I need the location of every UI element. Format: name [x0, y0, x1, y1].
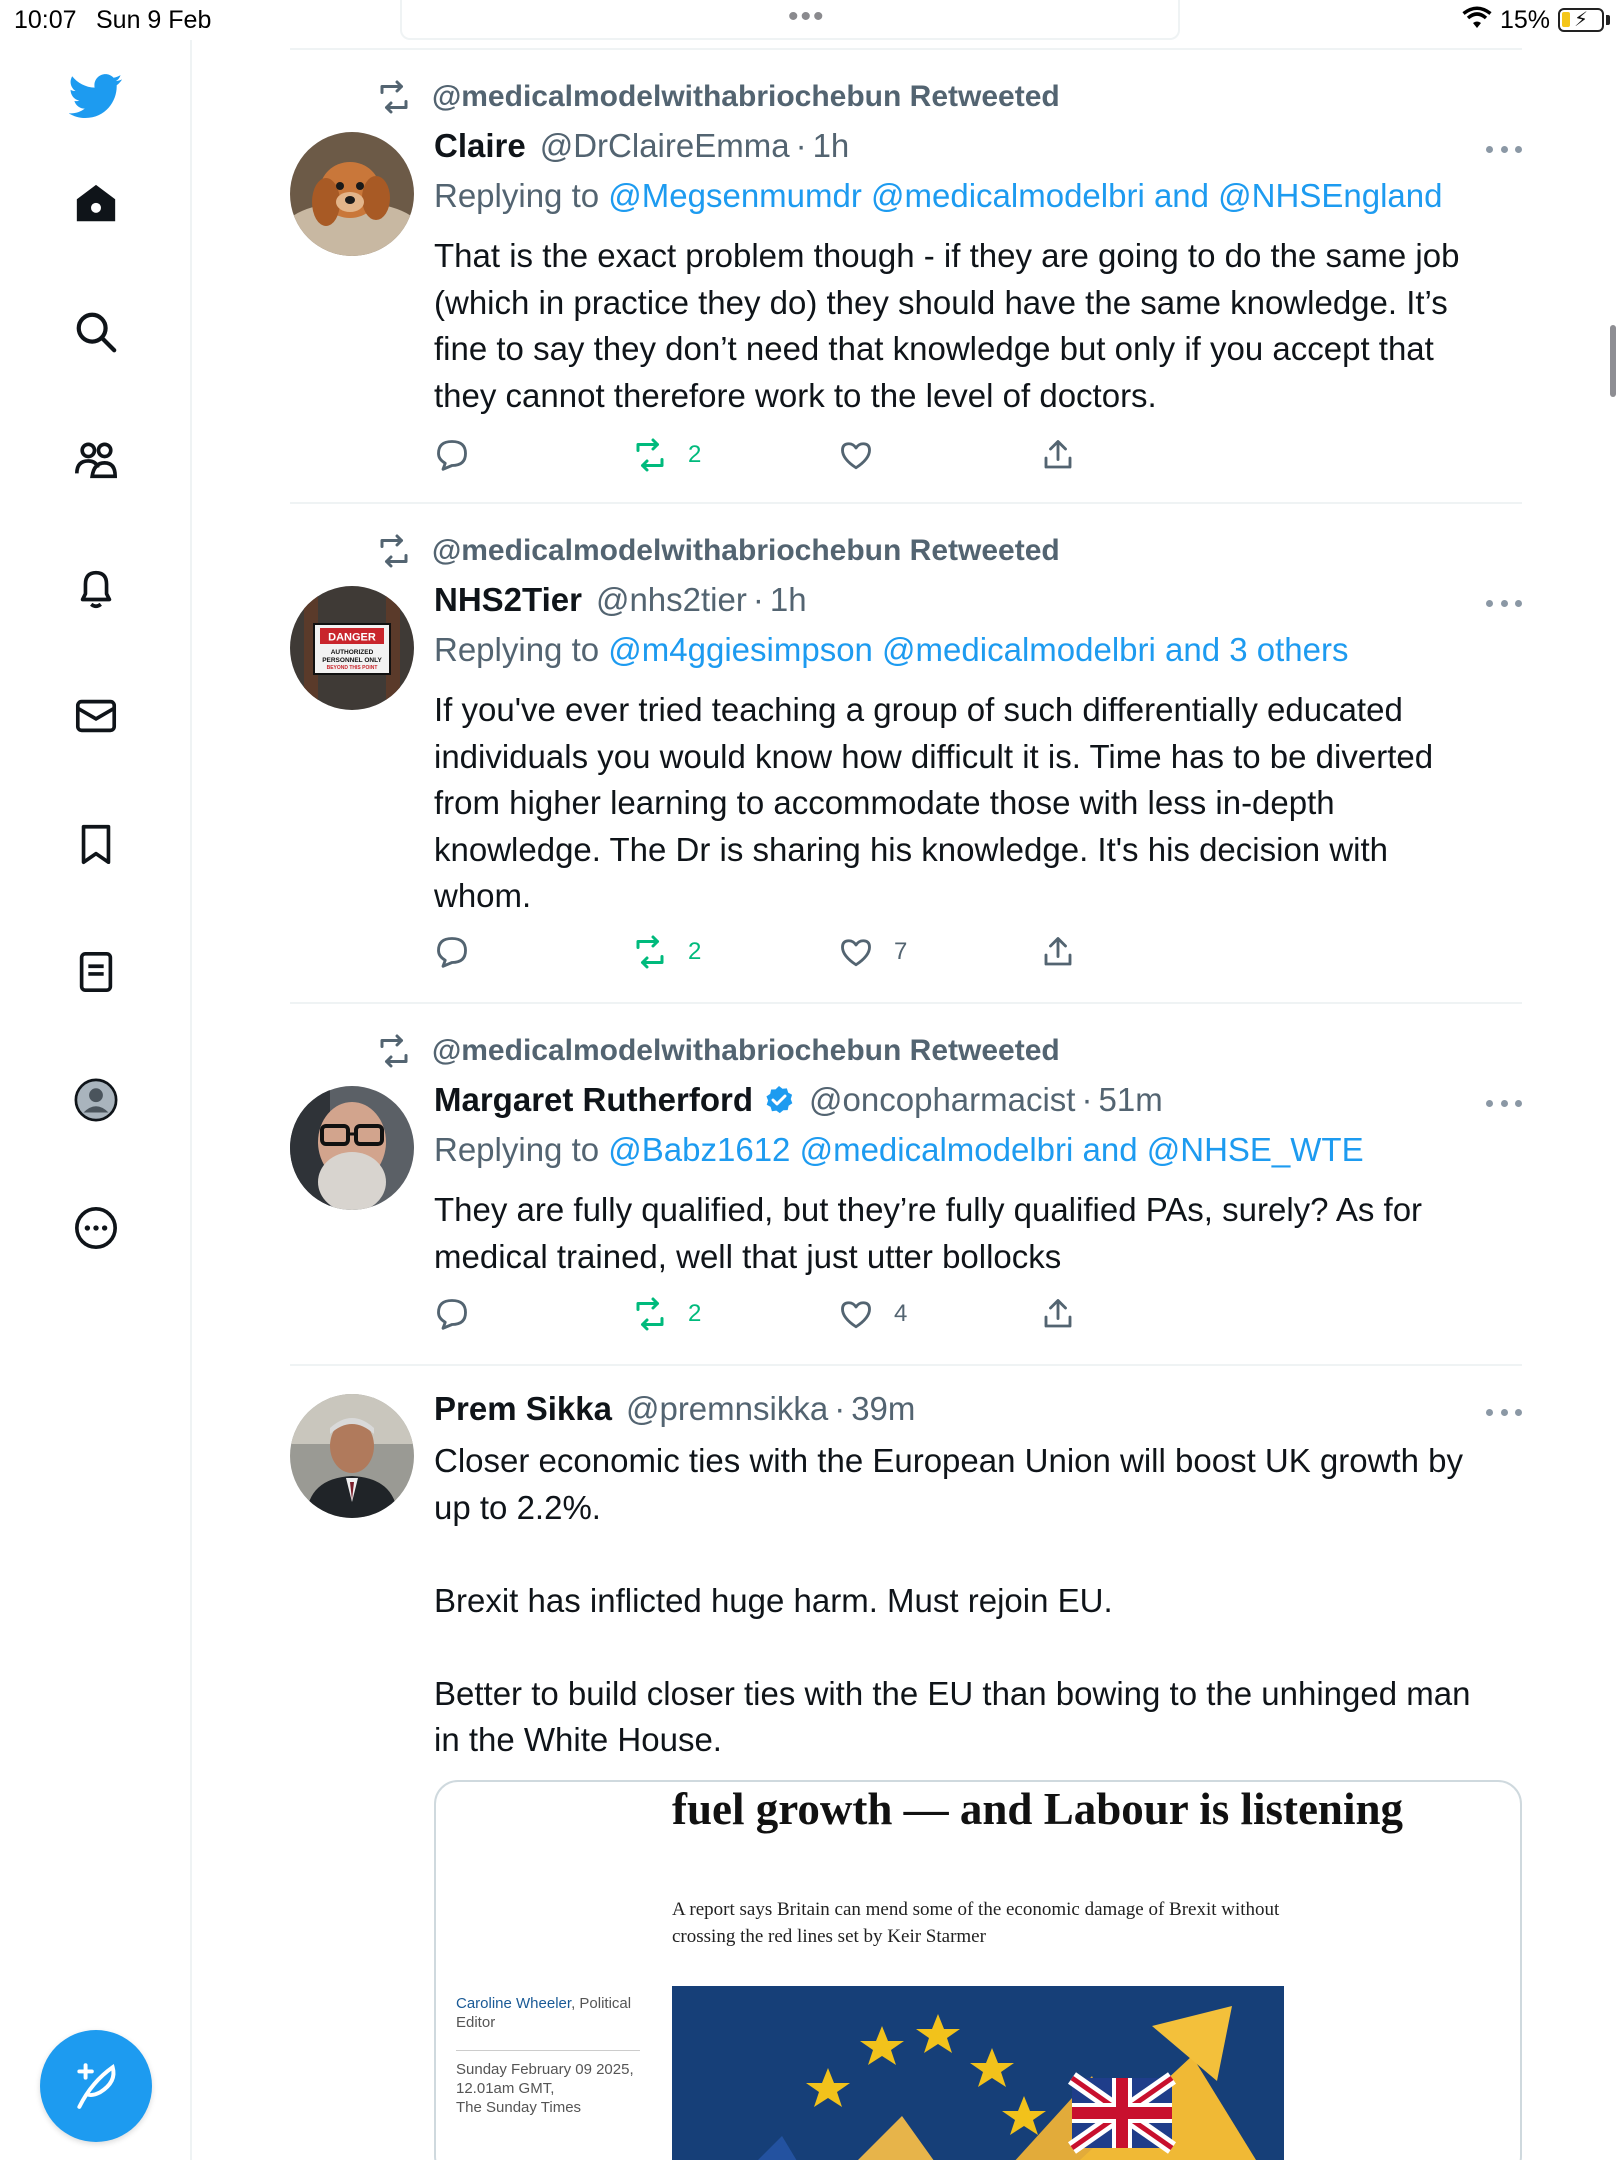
retweet-icon — [632, 1296, 668, 1332]
replying-prefix: Replying to — [434, 1131, 600, 1168]
like-button[interactable] — [838, 932, 907, 972]
article-card[interactable] — [434, 1780, 1522, 2160]
more-icon[interactable] — [70, 1202, 122, 1254]
tweet-text: Closer economic ties with the European Union will boost UK growth by up to 2.2%. Brexit has inflicted huge harm. Must rejoin EU. Better to build closer ties with the EU than bowing to the unhinged man in the White House. — [434, 1442, 1471, 1758]
tweet-actions — [434, 932, 1434, 972]
profile-icon[interactable] — [70, 1074, 122, 1126]
tweet-actions — [434, 435, 1434, 475]
lists-icon[interactable] — [70, 946, 122, 998]
tweet-time[interactable]: 1h — [812, 127, 850, 164]
retweet-button[interactable] — [632, 1294, 701, 1334]
verified-badge-icon — [763, 1084, 795, 1116]
wifi-icon — [1462, 6, 1492, 37]
display-name[interactable]: Margaret Rutherford — [434, 1081, 754, 1118]
tweet[interactable] — [290, 504, 1522, 1004]
more-options-icon[interactable] — [1486, 593, 1522, 613]
user-handle[interactable]: @DrClaireEmma — [539, 127, 790, 164]
replying-links[interactable]: @Megsenmumdr @medicalmodelbri and @NHSEngland — [608, 177, 1443, 214]
tweet-header — [434, 1390, 915, 1428]
tweet-time[interactable]: 1h — [769, 581, 807, 618]
retweet-icon — [374, 1033, 414, 1069]
battery-percent: 15% — [1500, 6, 1551, 34]
like-count: 7 — [894, 938, 908, 965]
article-byline — [456, 1994, 640, 2032]
reply-button[interactable] — [434, 1294, 490, 1334]
heart-icon — [838, 437, 874, 473]
separator-dot: · — [834, 1390, 846, 1427]
user-handle[interactable]: @oncopharmacist — [809, 1081, 1076, 1118]
tweet-header — [434, 581, 807, 619]
share-icon — [1040, 437, 1076, 473]
retweet-context — [374, 531, 1060, 571]
twitter-logo-icon[interactable] — [66, 66, 126, 126]
tweet-header — [434, 1081, 1163, 1119]
search-icon[interactable] — [70, 306, 122, 358]
share-button[interactable] — [1040, 435, 1096, 475]
more-options-icon[interactable] — [1486, 1402, 1522, 1422]
retweet-count: 2 — [688, 1300, 702, 1327]
retweet-icon — [632, 934, 668, 970]
sidebar — [0, 40, 192, 2160]
messages-icon[interactable] — [70, 690, 122, 742]
retweet-context-label: @medicalmodelwithabriochebun Retweeted — [432, 80, 1060, 113]
avatar[interactable] — [290, 132, 414, 256]
retweet-count: 2 — [688, 441, 702, 468]
display-name[interactable]: NHS2Tier — [434, 581, 582, 618]
retweet-icon — [374, 533, 414, 569]
separator-dot: · — [795, 127, 807, 164]
replying-prefix: Replying to — [434, 177, 600, 214]
tweet[interactable] — [290, 1004, 1522, 1366]
more-options-icon[interactable] — [1486, 139, 1522, 159]
user-handle[interactable]: @nhs2tier — [595, 581, 747, 618]
battery-icon: ⚡ — [1558, 8, 1604, 32]
retweet-button[interactable] — [632, 435, 701, 475]
avatar-sign-line1: AUTHORIZED — [330, 649, 374, 656]
reply-button[interactable] — [434, 435, 490, 475]
retweet-context — [374, 77, 1060, 117]
multitasking-dots-icon[interactable]: ••• — [788, 0, 826, 33]
retweet-button[interactable] — [632, 932, 701, 972]
share-icon — [1040, 934, 1076, 970]
reply-button[interactable] — [434, 932, 490, 972]
article-image — [672, 1986, 1284, 2160]
tweet-header — [434, 127, 849, 165]
bookmarks-icon[interactable] — [70, 818, 122, 870]
home-icon[interactable] — [70, 178, 122, 230]
user-handle[interactable]: @premnsikka — [625, 1390, 829, 1427]
like-count: 4 — [894, 1300, 908, 1327]
tweet-text: That is the exact problem though - if they are going to do the same job (which in practice they do) they should have the same knowledge. It’s fine to say they don’t need that knowledge but only if you accept that they cannot therefore work to the level of doctors. — [434, 237, 1460, 414]
notifications-icon[interactable] — [70, 562, 122, 614]
previous-card-edge — [400, 0, 1180, 40]
reply-icon — [434, 1296, 470, 1332]
tweet-actions — [434, 1294, 1434, 1334]
display-name[interactable]: Prem Sikka — [434, 1390, 612, 1427]
avatar-sign-line3: BEYOND THIS POINT — [326, 665, 378, 671]
replying-links[interactable]: @Babz1612 @medicalmodelbri and @NHSE_WTE — [608, 1131, 1364, 1168]
heart-icon — [838, 934, 874, 970]
retweet-context-label: @medicalmodelwithabriochebun Retweeted — [432, 534, 1060, 567]
reply-icon — [434, 934, 470, 970]
separator-dot: · — [752, 581, 764, 618]
share-button[interactable] — [1040, 1294, 1096, 1334]
tweet-text: They are fully qualified, but they’re fully qualified PAs, surely? As for medical trained, well that just utter bollocks — [434, 1191, 1423, 1275]
share-button[interactable] — [1040, 932, 1096, 972]
replying-to — [434, 1131, 1364, 1169]
avatar[interactable] — [290, 586, 414, 710]
status-time: 10:07 — [14, 6, 77, 34]
share-icon — [1040, 1296, 1076, 1332]
reply-icon — [434, 437, 470, 473]
tweet-text: If you've ever tried teaching a group of such differentially educated individuals you would know how difficult it is. Time has to be diverted from higher learning to accommodate those with less in-depth knowledge. The Dr is sharing his knowledge. It's his decision with whom. — [434, 691, 1434, 914]
article-headline: fuel growth — and Labour is listening — [672, 1784, 1403, 1834]
scrollbar[interactable] — [1610, 325, 1616, 397]
compose-tweet-button[interactable] — [40, 2030, 152, 2142]
avatar[interactable] — [290, 1394, 414, 1518]
battery-tip — [1606, 15, 1610, 25]
article-standfirst: A report says Britain can mend some of the economic damage of Brexit without crossing the red lines set by Keir Starmer — [672, 1899, 1280, 1947]
article-author-role: , Political Editor — [456, 1995, 632, 2031]
article-author: Caroline Wheeler — [456, 1995, 572, 2012]
avatar-sign-top: DANGER — [328, 631, 376, 644]
compose-tweet-icon — [71, 2061, 121, 2111]
replying-to — [434, 631, 1348, 669]
separator-dot: · — [1081, 1081, 1093, 1118]
avatar[interactable] — [290, 1086, 414, 1210]
more-options-icon[interactable] — [1486, 1093, 1522, 1113]
retweet-context-label: @medicalmodelwithabriochebun Retweeted — [432, 1034, 1060, 1067]
tweet-time[interactable]: 51m — [1098, 1081, 1163, 1118]
tweet-time[interactable]: 39m — [851, 1390, 916, 1427]
like-button[interactable] — [838, 435, 894, 475]
replying-to — [434, 177, 1442, 215]
avatar-sign-line2: PERSONNEL ONLY — [322, 657, 382, 664]
article-dateline: Sunday February 09 2025, 12.01am GMT, The Sunday Times — [456, 2061, 634, 2116]
retweet-icon — [632, 437, 668, 473]
retweet-icon — [374, 79, 414, 115]
retweet-count: 2 — [688, 938, 702, 965]
display-name[interactable]: Claire — [434, 127, 526, 164]
replying-prefix: Replying to — [434, 631, 600, 668]
replying-links[interactable]: @m4ggiesimpson @medicalmodelbri and 3 others — [608, 631, 1349, 668]
status-date: Sun 9 Feb — [96, 6, 212, 34]
retweet-context — [374, 1031, 1060, 1071]
heart-icon — [838, 1296, 874, 1332]
tweet[interactable] — [290, 50, 1522, 504]
like-button[interactable] — [838, 1294, 907, 1334]
communities-icon[interactable] — [70, 434, 122, 486]
byline-divider — [456, 2050, 640, 2051]
